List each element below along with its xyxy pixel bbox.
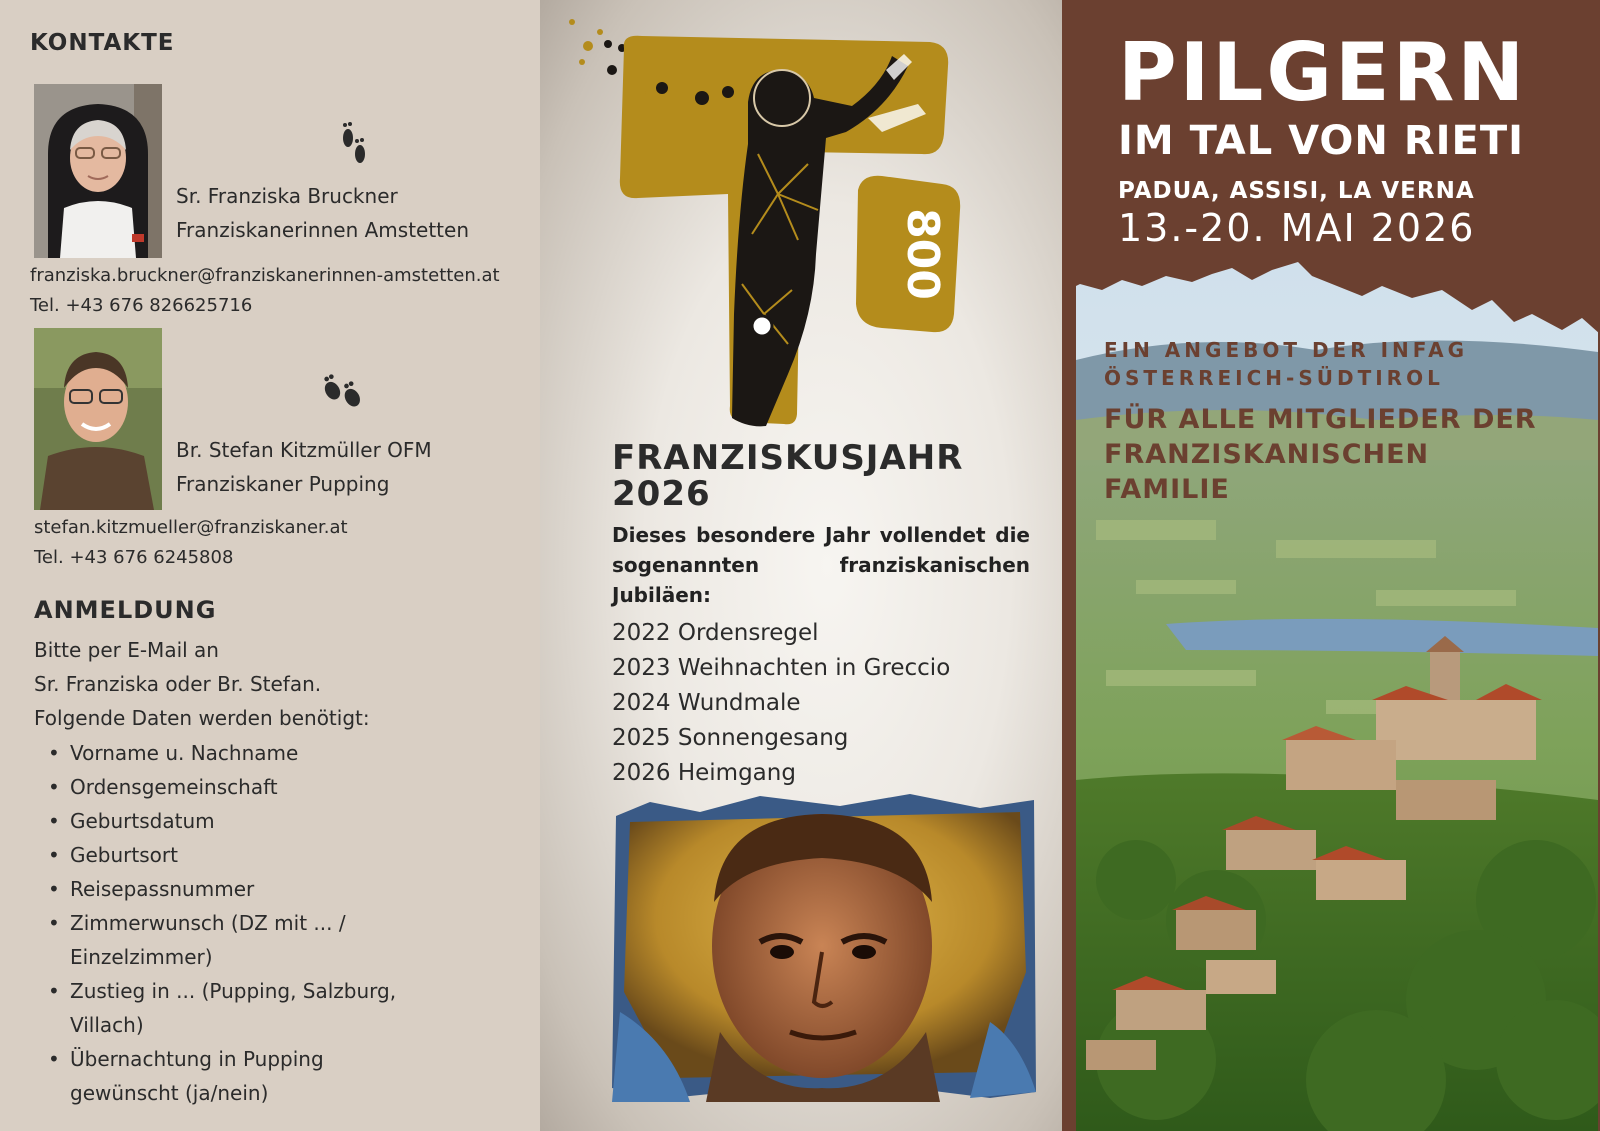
jubilee-title <box>612 440 963 512</box>
list-item: 2022 Ordensregel <box>612 620 819 646</box>
list-item: • Reisepassnummer <box>34 872 494 906</box>
list-item: 2026 Heimgang <box>612 760 796 786</box>
jubilee-title-line2: 2026 <box>612 474 711 514</box>
cover-panel <box>1062 0 1600 1131</box>
list-item: • Übernachtung in Pupping gewünscht (ja/nein) <box>34 1042 364 1110</box>
cover-offer-line1: EIN ANGEBOT DER INFAG <box>1104 338 1469 362</box>
logo-800-label: 800 <box>897 208 948 300</box>
francis-fresco-image <box>610 792 1040 1102</box>
list-item: 2024 Wundmale <box>612 690 801 716</box>
contact2-email[interactable]: stefan.kitzmueller@franziskaner.at <box>34 517 348 538</box>
required-data-list <box>34 736 494 1110</box>
jubilee-title-line1: FRANZISKUSJAHR <box>612 438 964 478</box>
contact1-email[interactable]: franziska.bruckner@franziskanerinnen-amstetten.at <box>30 265 500 286</box>
list-item: • Ordensgemeinschaft <box>34 770 494 804</box>
list-item: • Vorname u. Nachname <box>34 736 494 770</box>
list-item: 2023 Weihnachten in Greccio <box>612 655 951 681</box>
list-item: 2025 Sonnengesang <box>612 725 849 751</box>
list-item: • Geburtsdatum <box>34 804 494 838</box>
registration-heading: ANMELDUNG <box>34 596 217 624</box>
contact2-org: Franziskaner Pupping <box>176 472 390 496</box>
cover-dates: 13.-20. MAI 2026 <box>1118 206 1476 250</box>
cover-audience-line2: FRANZISKANISCHEN <box>1104 439 1430 470</box>
contact-panel <box>0 0 540 1131</box>
cover-audience-line3: FAMILIE <box>1104 474 1230 505</box>
cover-audience-line1: FÜR ALLE MITGLIEDER DER <box>1104 404 1537 435</box>
registration-line3: Folgende Daten werden benötigt: <box>34 706 370 730</box>
jubilee-panel <box>540 0 1062 1131</box>
list-item: • Zustieg in ... (Pupping, Salzburg, Villach) <box>34 974 414 1042</box>
registration-line1: Bitte per E-Mail an <box>34 638 219 662</box>
list-item: • Geburtsort <box>34 838 494 872</box>
cover-title: PILGERN <box>1118 26 1528 119</box>
registration-line2: Sr. Franziska oder Br. Stefan. <box>34 672 322 696</box>
contact2-name: Br. Stefan Kitzmüller OFM <box>176 438 432 462</box>
cover-subtitle: IM TAL VON RIETI <box>1118 118 1524 164</box>
cover-offer <box>1104 336 1468 392</box>
contacts-heading: KONTAKTE <box>30 30 175 56</box>
footprints-icon <box>336 120 372 168</box>
contact1-phone: Tel. +43 676 826625716 <box>30 295 253 316</box>
contact1-org: Franziskanerinnen Amstetten <box>176 218 470 242</box>
cover-audience <box>1104 402 1537 507</box>
photo-franziska <box>34 84 162 258</box>
jubilee-list <box>612 616 950 791</box>
contact2-phone: Tel. +43 676 6245808 <box>34 547 234 568</box>
jubilee-intro: Dieses besondere Jahr vollendet die sogenannten franziskanischen Jubiläen: <box>612 523 1030 607</box>
footprints-icon <box>322 372 364 414</box>
franziskusjahr-tau-logo <box>552 14 992 434</box>
cover-offer-line2: ÖSTERREICH-SÜDTIROL <box>1104 366 1444 390</box>
list-item: • Zimmerwunsch (DZ mit ... / Einzelzimmer) <box>34 906 364 974</box>
photo-stefan <box>34 328 162 510</box>
contact1-name: Sr. Franziska Bruckner <box>176 184 398 208</box>
cover-places: PADUA, ASSISI, LA VERNA <box>1118 178 1475 204</box>
